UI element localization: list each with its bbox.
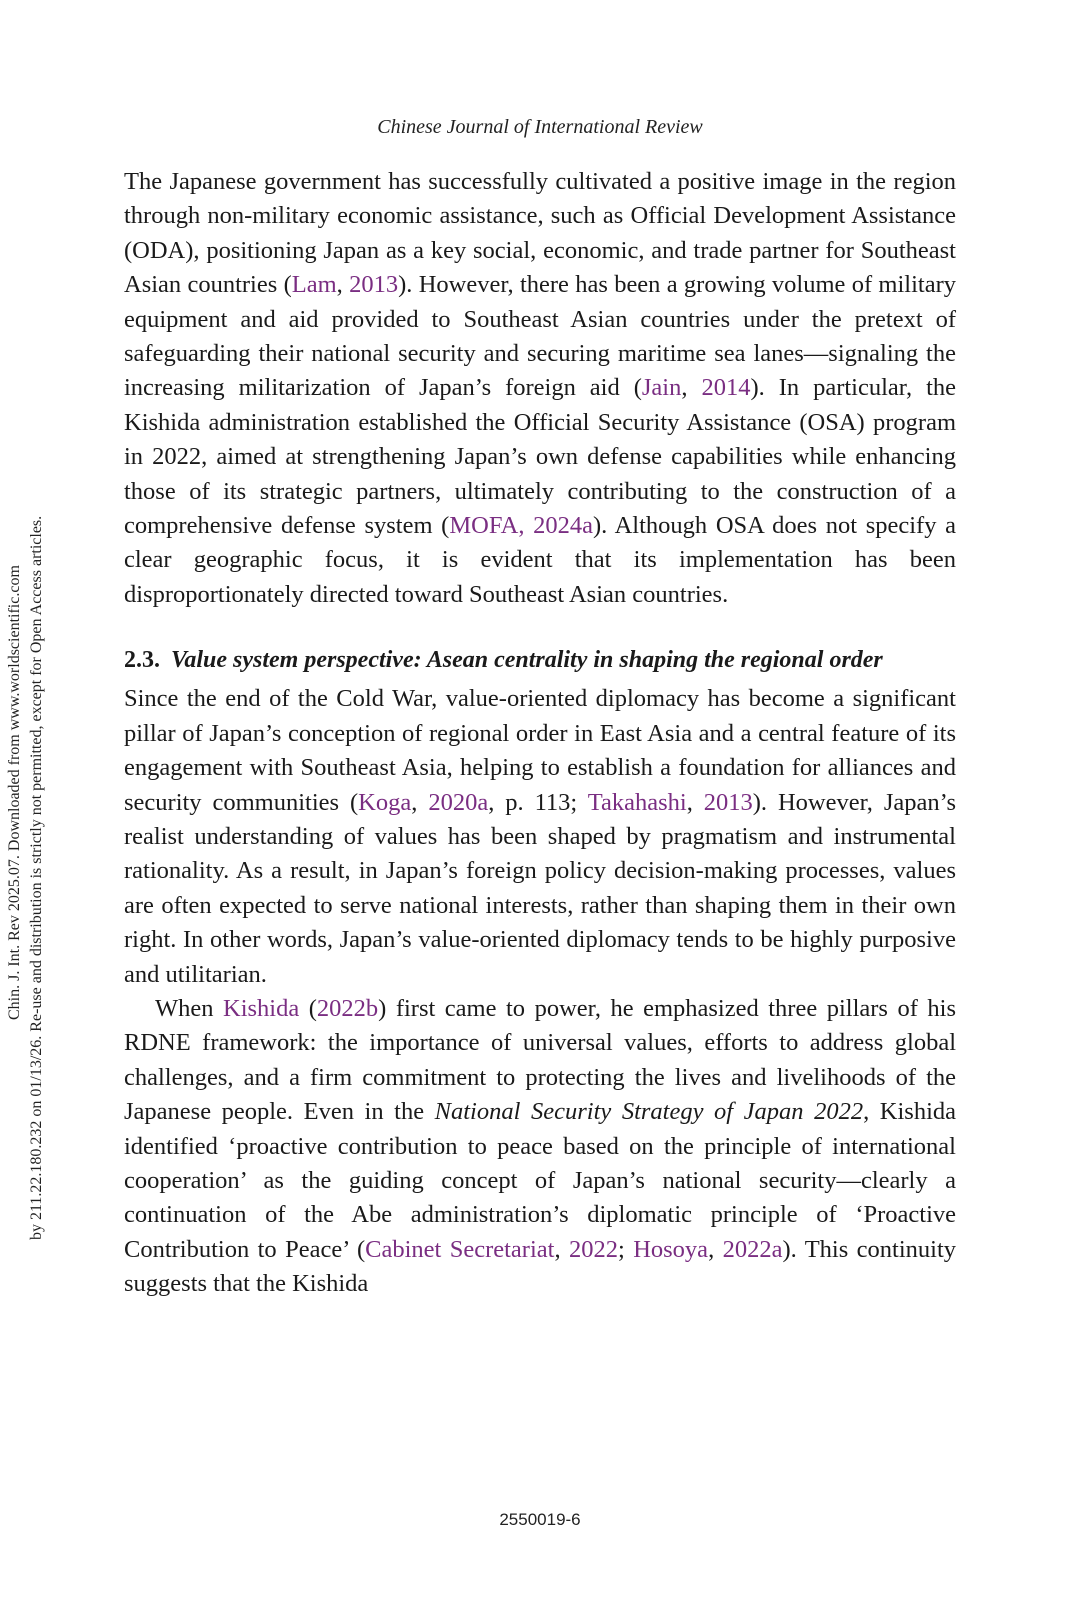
text-run: , p. 113;	[488, 788, 588, 816]
citation-link[interactable]: 2022a	[722, 1235, 783, 1263]
article-body	[124, 165, 956, 1302]
paragraph-3	[124, 992, 956, 1302]
text-run: (	[299, 994, 317, 1022]
running-head: Chinese Journal of International Review	[377, 116, 703, 138]
text-run: ,	[336, 271, 350, 299]
text-run: ,	[686, 788, 704, 816]
citation-link[interactable]: 2022	[568, 1235, 618, 1263]
citation-link[interactable]: Koga	[358, 788, 412, 816]
paragraph-2	[124, 682, 956, 992]
section-heading	[124, 644, 956, 676]
download-notice	[6, 230, 66, 1240]
section-title: Value system perspective: Asean centrality in shaping the regional order	[171, 647, 883, 674]
text-run: ,	[411, 788, 429, 816]
citation-link[interactable]: 2014	[701, 374, 751, 402]
citation-link[interactable]: Kishida	[223, 994, 300, 1022]
text-run: ,	[681, 374, 702, 402]
citation-link[interactable]: Hosoya	[633, 1235, 709, 1263]
text-run: ). In particular, the Kishida administration established the Official Security Assistance (OSA) program in 2022, aimed at strengthening Japan’s own defense capabilities while enhancing those of its strategic partners, ultimately contributing to the construction of a comprehensive defense system (	[124, 374, 956, 540]
text-run: ,	[554, 1235, 569, 1263]
text-run: ). Although OSA does not specify a clear geographic focus, it is evident that its implementation has been disproportionately directed toward Southeast Asian countries.	[124, 512, 956, 608]
text-run: ) first came to power, he emphasized three pillars of his RDNE framework: the importance of universal values, efforts to address global challenges, and a firm commitment to protecting the lives and livelihoods of the Japanese people. Even in the	[124, 994, 956, 1126]
download-notice-line-2: by 211.22.180.232 on 01/13/26. Re-use and distribution is strictly not permitted, except for Open Access articles.	[28, 515, 45, 1240]
text-run: ,	[708, 1235, 723, 1263]
text-run: The Japanese government has successfully cultivated a positive image in the region through non-military economic assistance, such as Official Development Assistance (ODA), positioning Japan as a key social, economic, and trade partner for Southeast Asian countries (	[124, 168, 956, 299]
document-title: National Security Strategy of Japan 2022	[434, 1098, 864, 1126]
citation-link[interactable]: Takahashi	[587, 788, 687, 816]
download-notice-line-1: Chin. J. Int. Rev 2025.07. Downloaded from www.worldscientific.com	[6, 565, 23, 1020]
text-run: ;	[617, 1235, 634, 1263]
section-number: 2.3.	[124, 647, 160, 674]
text-run: When	[155, 994, 224, 1022]
text-run: ). However, Japan’s realist understanding of values has been shaped by pragmatism and instrumental rationality. As a result, in Japan’s foreign policy decision-making processes, values are often expected to serve national interests, rather than shaping them in their own right. In other words, Japan’s value-oriented diplomacy tends to be highly purposive and utilitarian.	[124, 788, 956, 988]
text-run: Since the end of the Cold War, value-oriented diplomacy has become a significant pillar of Japan’s conception of regional order in East Asia and a central feature of its engagement with Southeast Asia, helping to establish a foundation for alliances and security communities (	[124, 685, 956, 816]
citation-link[interactable]: 2022b	[316, 994, 379, 1022]
citation-link[interactable]: 2013	[349, 271, 399, 299]
citation-link[interactable]: Lam	[291, 271, 337, 299]
citation-link[interactable]: 2020a	[428, 788, 489, 816]
page-number: 2550019-6	[499, 1510, 581, 1529]
citation-link[interactable]: Jain	[641, 374, 682, 402]
citation-link[interactable]: Cabinet Secretariat	[365, 1235, 555, 1263]
text-run: ). This continuity suggests that the Kishida	[124, 1235, 957, 1298]
paragraph-1	[124, 165, 956, 612]
text-run: ). However, there has been a growing volume of military equipment and aid provided to Southeast Asian countries under the pretext of safeguarding their national security and securing maritime sea lanes—signaling the increasing militarization of Japan’s foreign aid (	[124, 271, 956, 402]
citation-link[interactable]: MOFA, 2024a	[449, 512, 593, 540]
citation-link[interactable]: 2013	[703, 788, 753, 816]
text-run: , Kishida identified ‘proactive contribution to peace based on the principle of international cooperation’ as the guiding concept of Japan’s national security—clearly a continuation of the Abe administration’s diplomatic principle of ‘Proactive Contribution to Peace’ (	[124, 1098, 956, 1263]
